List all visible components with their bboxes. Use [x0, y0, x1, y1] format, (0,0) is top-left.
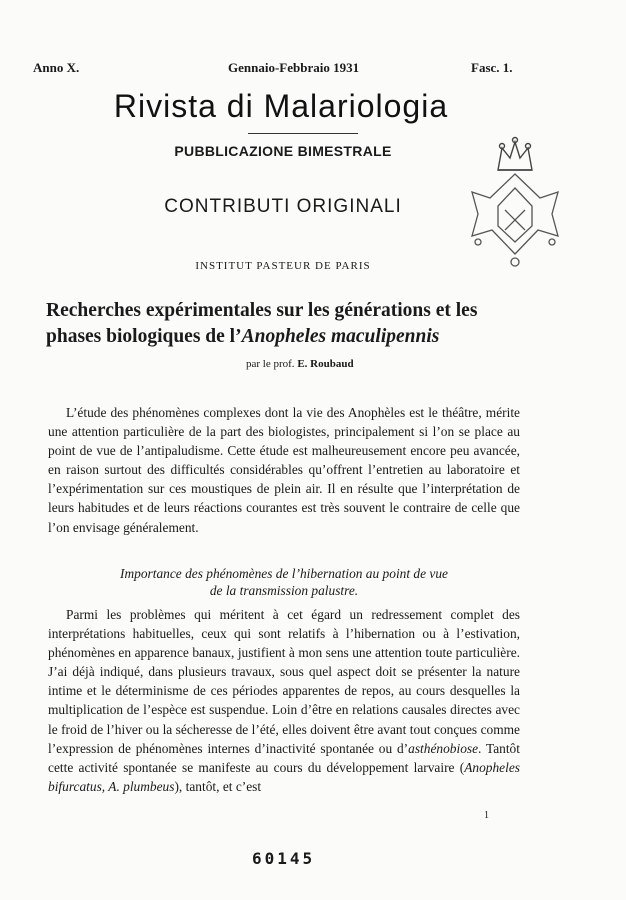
subheading [48, 565, 520, 599]
paragraph-text-part: ), tantôt, et c’est [174, 778, 262, 794]
issue-date: Gennaio-Febbraio 1931 [228, 60, 360, 75]
subheading-line1: Importance des phénomènes de l’hibernation au point de vue [120, 566, 448, 581]
body-paragraph [48, 605, 520, 796]
author-name: E. Roubaud [297, 358, 354, 370]
article-title-line1: Recherches expérimentales sur les générations et les [46, 300, 478, 321]
byline [246, 358, 354, 370]
species-names: Anopheles bifurcatus, A. plumbeus [48, 759, 520, 794]
byline-prefix: par le prof. [246, 358, 295, 370]
body-paragraph [48, 403, 520, 537]
section-heading: CONTRIBUTI ORIGINALI [164, 196, 402, 217]
article-title-line2 [46, 326, 566, 348]
paragraph-text [48, 605, 520, 796]
paragraph-text: L’étude des phénomènes complexes dont la vie des Anophèles est le théâtre, mérite une attention particulière de la part des biologistes, principalement si l’on se place au point de vue de l’antipaludisme. Cette étude est malheureusement encore peu avancée, en raison surtout des difficultés considérables qu’offrent l’entretien au laboratoire et l’expérimentation sur ces moustiques de plein air. Il en résulte que l’interprétation de leurs habitudes et de leurs réactions courantes est très souvent le contraire de celle que l’on envisage généralement. [48, 405, 520, 535]
issue-number: Fasc. 1. [471, 60, 513, 75]
page-number: 1 [484, 810, 489, 821]
accession-number: 60145 [252, 849, 316, 868]
volume-number: Anno X. [33, 60, 80, 75]
journal-title: Rivista di Malariologia [113, 88, 449, 124]
title-rule [248, 133, 358, 134]
subheading-line2: de la transmission palustre. [209, 583, 359, 598]
technical-term: asthénobiose [408, 740, 479, 756]
species-name: Anopheles maculipennis [241, 326, 440, 347]
publication-frequency: PUBBLICAZIONE BIMESTRALE [174, 143, 392, 159]
institution-name: INSTITUT PASTEUR DE PARIS [195, 260, 371, 272]
paragraph-text-part: . Tantôt cette activité spontanée se manifeste au cours du développement larvaire ( [48, 740, 520, 775]
paragraph-text-part: Parmi les problèmes qui méritent à cet égard un redressement complet des interprétations habituelles, ceux qui sont relatifs à l’hibernation ou à l’estivation, phénomènes en apparence banaux, justifient à mon sens une attention toute particulière. J’ai déjà indiqué, dans plusieurs travaux, sous quel aspect doit se présenter la nature intime et le déterminisme de ces périodes apparentes de repos, au cours desquelles la multiplication de l’espèce est suspendue. Loin d’être en relations causales directes avec le froid de l’hiver ou la sécheresse de l’été, elles doivent être avant tout conçues comme l’expression de phénomènes internes d’inactivité spontanée ou d’ [48, 607, 520, 756]
title-prefix: phases biologiques de l’ [46, 326, 242, 347]
